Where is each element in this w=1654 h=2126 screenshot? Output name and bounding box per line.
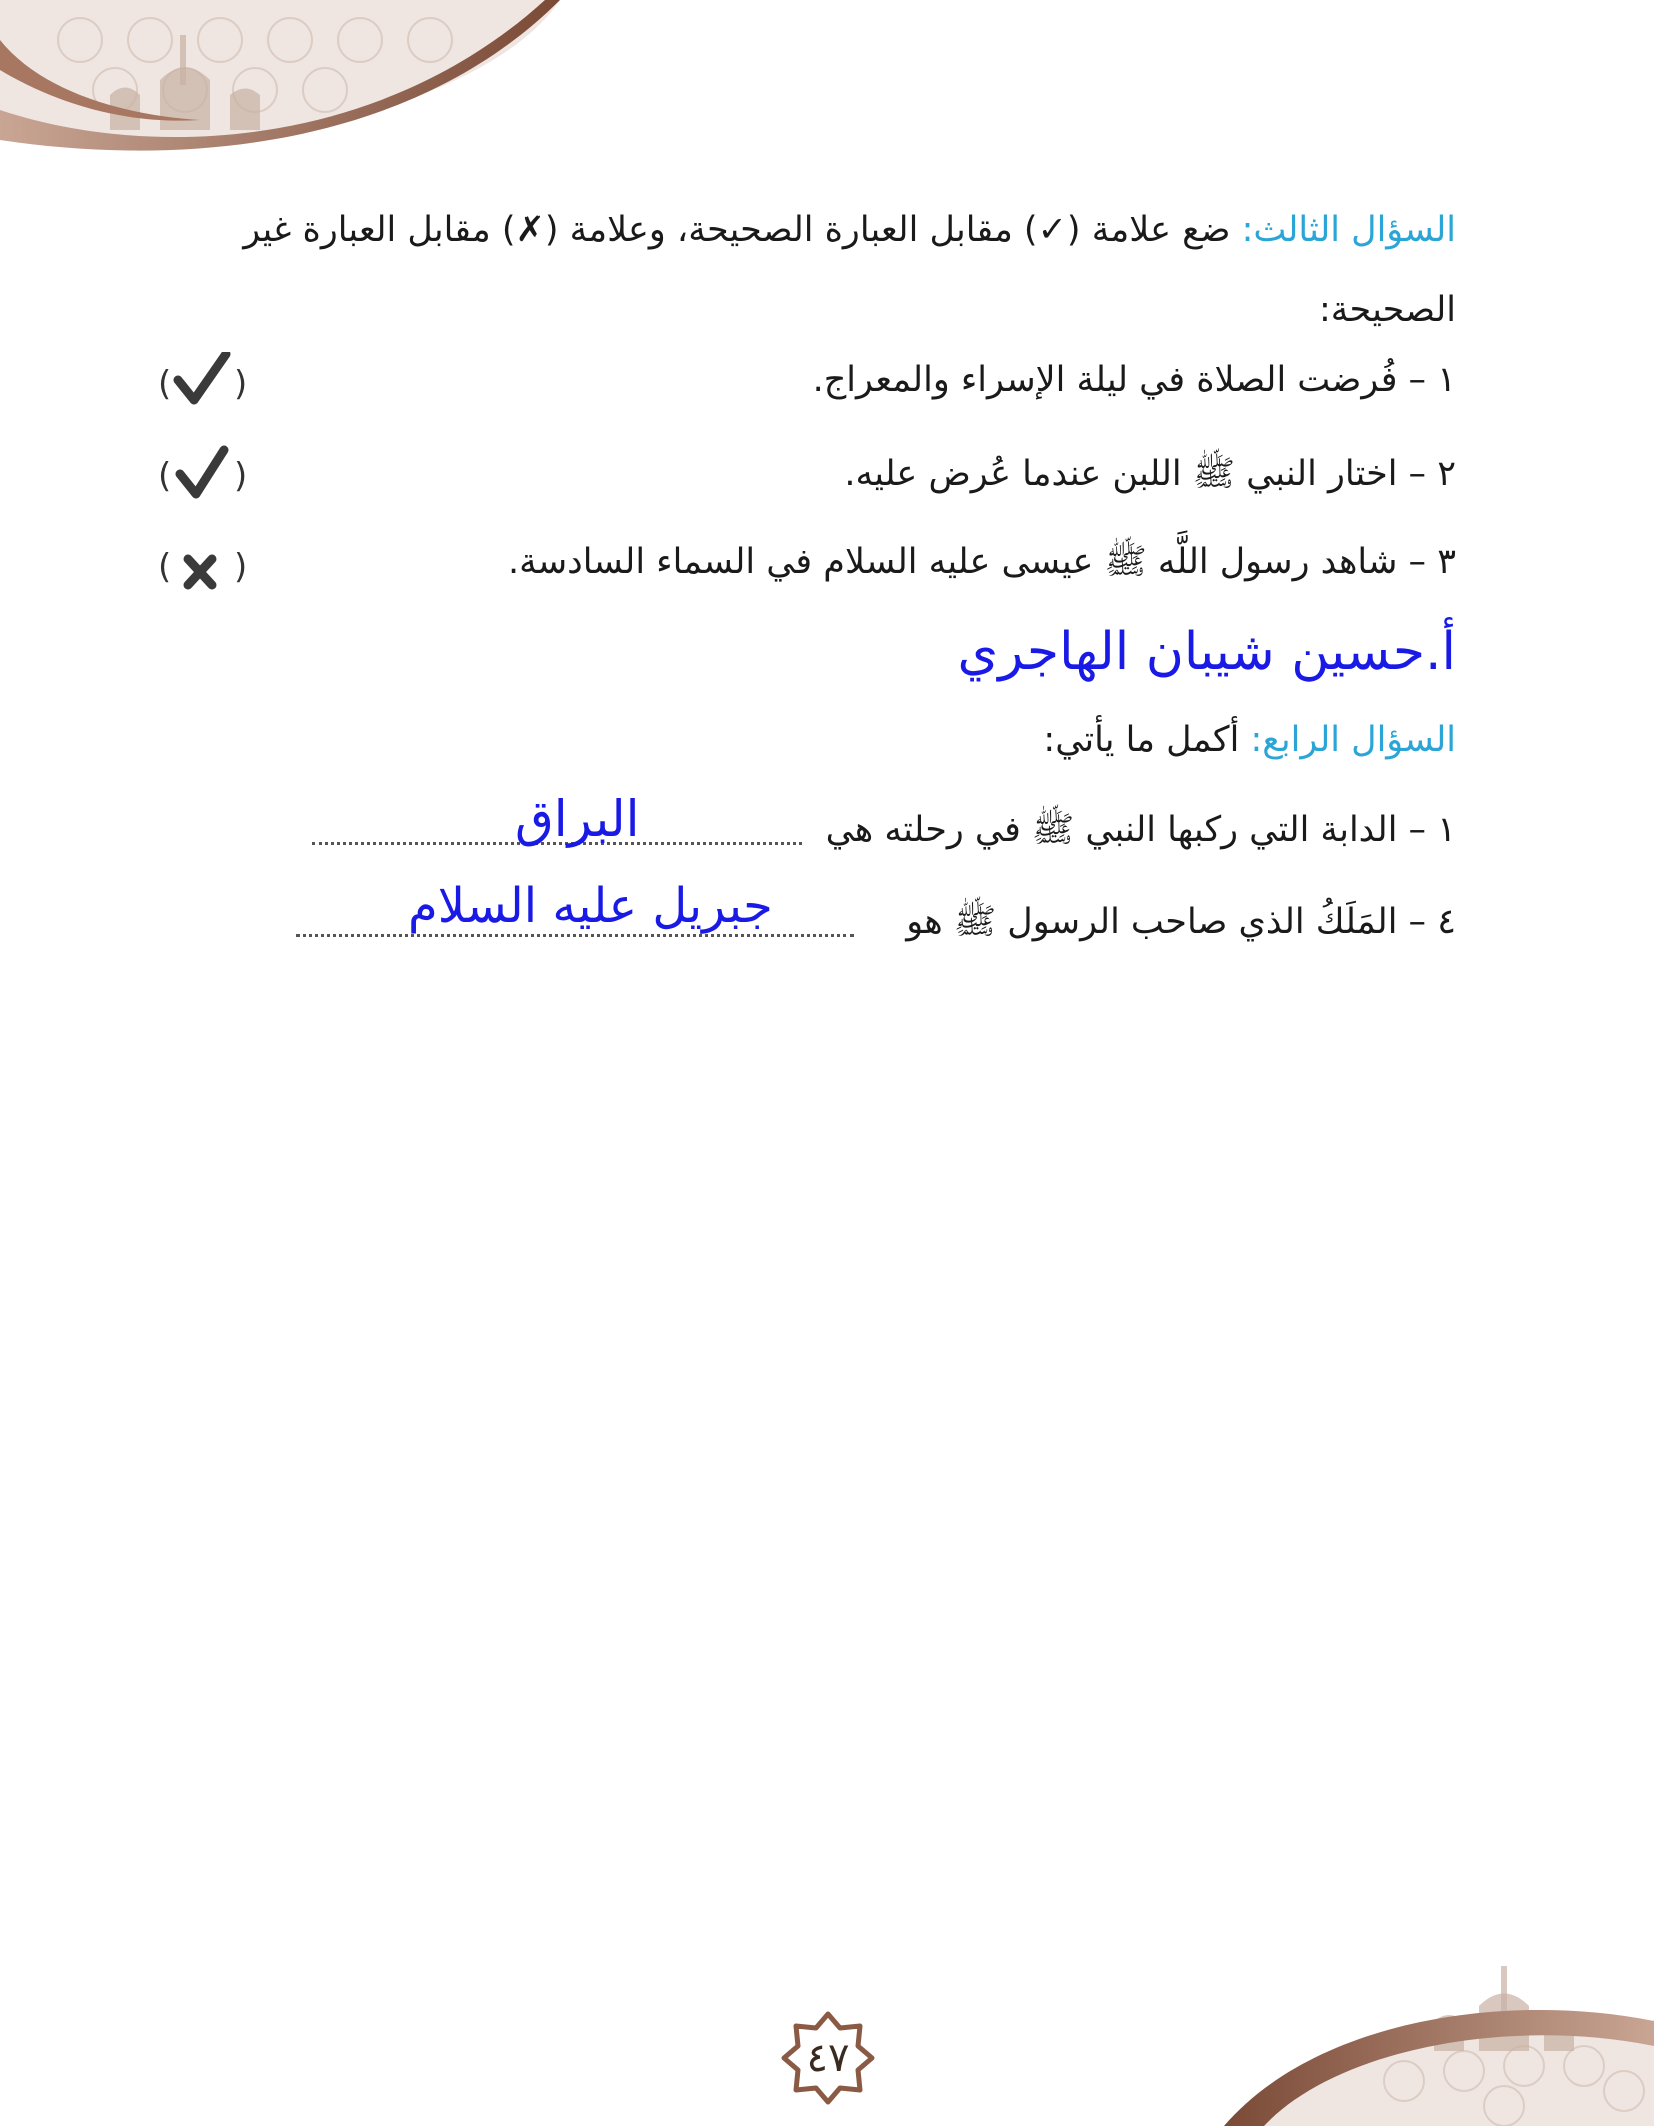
top-corner-ornament (0, 0, 580, 170)
page-number-badge (780, 2010, 876, 2106)
paren-close: ) (234, 456, 248, 496)
q4-answer-1: البراق (515, 790, 640, 848)
q4-item-1: ١ – الدابة التي ركبها النبي ﷺ في رحلته هي (825, 810, 1456, 850)
check-icon (172, 444, 232, 504)
paren-open: ( (158, 456, 172, 496)
q3-item-2-answer-box (158, 444, 250, 510)
question3-heading (150, 190, 1456, 350)
cross-icon (172, 535, 232, 595)
question4-heading (1043, 718, 1456, 764)
q3-item-3-answer-box (158, 535, 250, 601)
q4-answer-2: جبريل عليه السلام (408, 878, 773, 934)
question4-instruction: أكمل ما يأتي: (1043, 720, 1251, 760)
paren-close: ) (234, 547, 248, 587)
question3-instruction: ضع علامة (✓) مقابل العبارة الصحيحة، وعلامة (✗) مقابل العبارة غير الصحيحة: (243, 210, 1456, 330)
check-icon (172, 352, 232, 412)
paren-open: ( (158, 547, 172, 587)
q3-item-2: ٢ – اختار النبي ﷺ اللبن عندما عُرض عليه. (844, 454, 1456, 494)
bottom-corner-ornament (1204, 1961, 1654, 2126)
paren-open: ( (158, 364, 172, 404)
q3-item-1-answer-box (158, 352, 250, 418)
paren-close: ) (234, 364, 248, 404)
q4-item-2: ٤ – المَلَكُ الذي صاحب الرسول ﷺ هو (906, 902, 1456, 942)
page-number: ٤٧ (806, 2035, 850, 2081)
question4-label: السؤال الرابع: (1250, 720, 1456, 760)
q3-item-1: ١ – فُرضت الصلاة في ليلة الإسراء والمعراج. (812, 360, 1456, 400)
answer-line-2 (296, 934, 854, 937)
q3-item-3: ٣ – شاهد رسول اللَّه ﷺ عيسى عليه السلام في السماء السادسة. (507, 542, 1456, 582)
author-name: أ.حسين شيبان الهاجري (957, 622, 1456, 682)
question3-label: السؤال الثالث: (1241, 210, 1456, 250)
